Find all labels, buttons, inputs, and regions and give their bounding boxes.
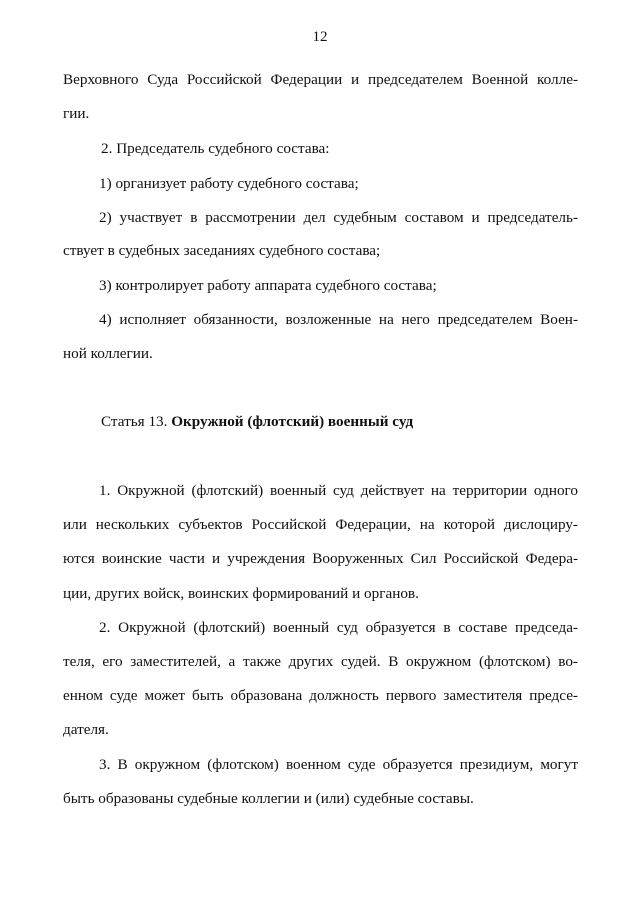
paragraph-line: ются воинские части и учреждения Вооруженных Сил Российской Федера- [63,550,578,567]
paragraph-line: или нескольких субъектов Российской Федерации, на которой дислоциру- [63,516,578,533]
list-item: 1) организует работу судебного состава; [99,175,359,192]
paragraph-line: 3. В окружном (флотском) военном суде образуется президиум, могут [99,756,578,773]
list-item-continuation: ствует в судебных заседаниях судебного состава; [63,242,381,259]
list-item: 3) контролирует работу аппарата судебного состава; [99,277,437,294]
list-item: 4) исполняет обязанности, возложенные на него председателем Воен- [99,311,578,328]
paragraph-line: быть образованы судебные коллегии и (или) судебные составы. [63,790,474,807]
paragraph-line: дателя. [63,721,109,738]
article-title: Окружной (флотский) военный суд [171,413,414,430]
list-item: 2) участвует в рассмотрении дел судебным составом и председатель- [99,209,578,226]
paragraph-line: енном суде может быть образована должность первого заместителя предсе- [63,687,578,704]
page-number: 12 [312,29,328,45]
paragraph-line: теля, его заместителей, а также других судей. В окружном (флотском) во- [63,653,578,670]
paragraph-line: 1. Окружной (флотский) военный суд действует на территории одного [99,482,578,499]
article-prefix: Статья 13. [101,413,168,430]
paragraph-line: гии. [63,105,90,122]
article-heading [101,413,581,431]
list-item-continuation: ной коллегии. [63,345,153,362]
paragraph-heading: 2. Председатель судебного состава: [101,140,330,157]
paragraph-line: 2. Окружной (флотский) военный суд образуется в составе председа- [99,619,578,636]
paragraph-line: ции, других войск, воинских формирований и органов. [63,585,419,602]
paragraph-line: Верховного Суда Российской Федерации и председателем Военной колле- [63,71,578,88]
